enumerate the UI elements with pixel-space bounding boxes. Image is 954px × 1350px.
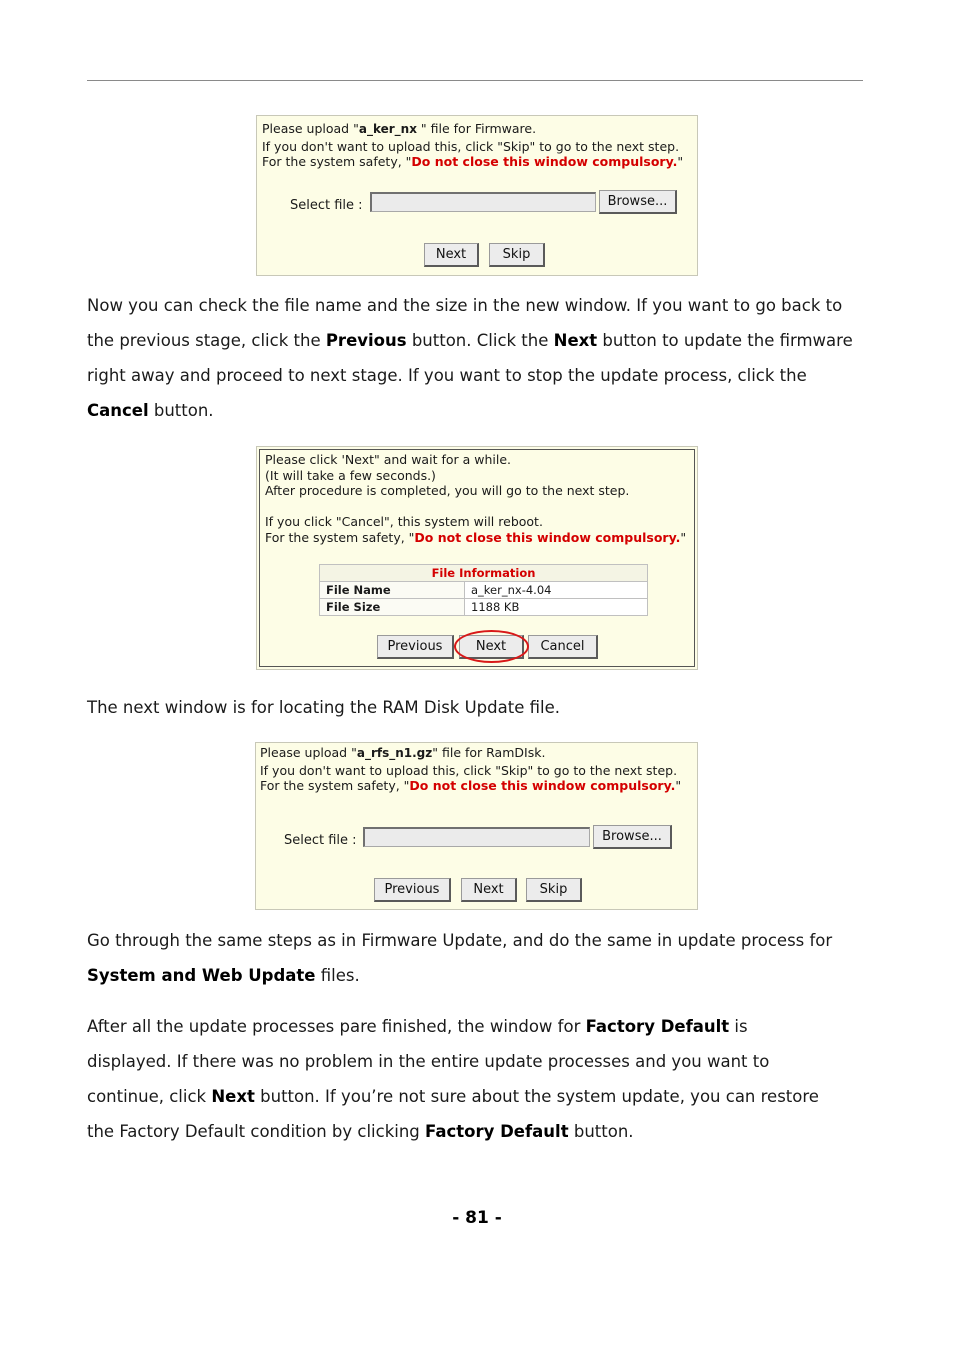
duration-note: (It will take a few seconds.) — [265, 468, 436, 483]
skip-button[interactable]: Skip — [489, 243, 545, 267]
table-title: File Information — [320, 565, 648, 582]
browse-button[interactable]: Browse... — [593, 825, 672, 849]
next-step-note: After procedure is completed, you will go to the next step. — [265, 483, 630, 498]
next-button[interactable]: Next — [461, 878, 517, 902]
table-row: File Name a_ker_nx-4.04 — [320, 582, 648, 599]
cancel-note: If you click "Cancel", this system will reboot. — [265, 514, 543, 529]
select-file-label: Select file : — [290, 198, 363, 213]
safety-warning: For the system safety, "Do not close this window compulsory." — [260, 778, 682, 793]
paragraph-ramdisk: The next window is for locating the RAM Disk Update file. — [87, 698, 560, 717]
next-button[interactable]: Next — [424, 243, 479, 267]
paragraph-system-web: Go through the same steps as in Firmware Update, and do the same in update process for System and Web Update files. — [87, 931, 833, 985]
upload-instruction: Please upload "a_rfs_n1.gz" file for RamDIsk. — [260, 745, 546, 760]
paragraph-file-check: Now you can check the file name and the size in the new window. If you want to go back to the previous stage, click the Previous button. Click the Next button to update the firmware right away and proceed to next stage. If you want to stop the update process, click the Cancel button. — [87, 296, 853, 420]
safety-warning: For the system safety, "Do not close this window compulsory." — [265, 530, 687, 545]
file-information-window — [256, 446, 698, 670]
table-row: File Size 1188 KB — [320, 599, 648, 616]
firmware-upload-window — [256, 115, 698, 276]
skip-instruction: If you don't want to upload this, click "Skip" to go to the next step. — [260, 763, 678, 778]
browse-button[interactable]: Browse... — [599, 190, 677, 214]
header-rule — [87, 80, 863, 81]
skip-instruction: If you don't want to upload this, click "Skip" to go to the next step. — [262, 139, 680, 154]
cancel-button[interactable]: Cancel — [528, 635, 598, 659]
skip-button[interactable]: Skip — [526, 878, 582, 902]
file-path-input[interactable] — [363, 827, 590, 847]
select-file-label: Select file : — [284, 833, 357, 848]
next-button[interactable]: Next — [459, 635, 524, 659]
file-information-table — [319, 564, 648, 616]
highlight-circle — [454, 630, 529, 663]
previous-button[interactable]: Previous — [374, 878, 451, 902]
wait-instruction: Please click 'Next" and wait for a while. — [265, 452, 511, 467]
page-number: - 81 - — [452, 1208, 502, 1228]
upload-instruction: Please upload "a_ker_nx " file for Firmware. — [262, 121, 537, 136]
previous-button[interactable]: Previous — [377, 635, 454, 659]
paragraph-factory-default: After all the update processes pare finished, the window for Factory Default is displayed. If there was no problem in the entire update processes and you want to continue, click Next button. If you’re not sure about the system update, you can restore the Factory Default condition by clicking Factory Default button. — [87, 1017, 819, 1141]
file-path-input[interactable] — [370, 192, 596, 212]
safety-warning: For the system safety, "Do not close this window compulsory." — [262, 154, 684, 169]
ramdisk-upload-window — [255, 742, 698, 910]
